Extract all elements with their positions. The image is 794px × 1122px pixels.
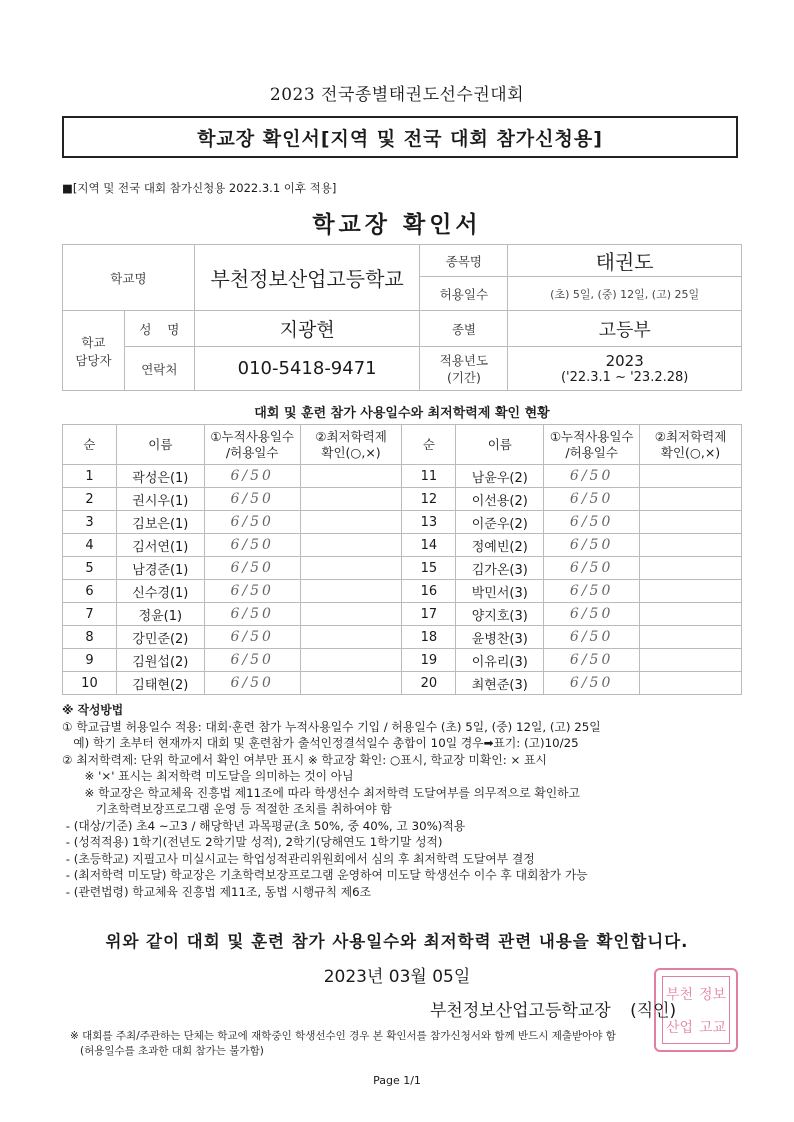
col-header-check: ②최저학력제 확인(○,×) [640,425,742,465]
row-number: 7 [63,603,117,626]
row-number: 6 [63,580,117,603]
used-days: 6/50 [544,649,640,672]
used-days: 6/50 [204,465,300,488]
min-academic-check [300,465,402,488]
footnote: (허용일수를 초과한 대회 참가는 불가함) [80,1045,264,1057]
student-name: 김서연(1) [116,534,204,557]
principal-signature [430,996,676,1021]
used-days: 6/50 [204,626,300,649]
notes [62,702,752,900]
used-days: 6/50 [204,603,300,626]
min-academic-check [300,580,402,603]
min-academic-check [640,626,742,649]
used-days: 6/50 [544,511,640,534]
student-name: 강민준(2) [116,626,204,649]
confirm-statement: 위와 같이 대회 및 훈련 참가 사용일수와 최저학력 관련 내용을 확인합니다. [105,932,689,951]
col-header-name: 이름 [116,425,204,465]
row-number: 18 [402,626,456,649]
allowed-days-value: (초) 5일, (중) 12일, (고) 25일 [508,277,742,311]
page-number: Page 1/1 [373,1074,421,1087]
manager-label: 학교 담당자 [63,311,125,391]
student-name: 김원섭(2) [116,649,204,672]
note-line: - (관련법령) 학교체육 진흥법 제11조, 동법 시행규칙 제6조 [62,884,372,899]
used-days: 6/50 [544,534,640,557]
used-days: 6/50 [544,580,640,603]
used-days: 6/50 [544,557,640,580]
row-number: 4 [63,534,117,557]
note-line: - (대상/기준) 초4 ~고3 / 해당학년 과목평균(초 50%, 중 40%, 고 30%)적용 [62,818,466,833]
student-name: 김보은(1) [116,511,204,534]
student-name: 박민서(3) [456,580,544,603]
note-line: ※ 학교장은 학교체육 진흥법 제11조에 따라 학생선수 최저학력 도달여부를 의무적으로 확인하고 [62,785,580,800]
contact-label: 연락처 [124,347,194,391]
note-line: ※ '×' 표시는 최저학력 미도달을 의미하는 것이 아님 [62,769,354,783]
used-days: 6/50 [204,672,300,695]
row-number: 20 [402,672,456,695]
seal-char: 고교 [698,1019,727,1036]
manager-name: 지광현 [194,311,420,347]
col-header-days: ①누적사용일수 /허용일수 [544,425,640,465]
row-number: 13 [402,511,456,534]
school-label: 학교명 [63,245,195,311]
table-row [63,603,742,626]
min-academic-check [640,580,742,603]
student-name: 윤병찬(3) [456,626,544,649]
note-line: - (성적적용) 1학기(전년도 2학기말 성적), 2학기(당해연도 1학기말 성적) [62,835,443,849]
sport-value: 태권도 [508,245,742,277]
table-row [63,626,742,649]
used-days: 6/50 [204,511,300,534]
used-days: 6/50 [204,649,300,672]
student-name: 권시우(1) [116,488,204,511]
student-name: 양지호(3) [456,603,544,626]
year-label: 적용년도 (기간) [420,347,508,391]
seal-char: 산업 [665,1019,694,1036]
student-name: 곽성은(1) [116,465,204,488]
student-name: 이유리(3) [456,649,544,672]
table-row [63,580,742,603]
used-days: 6/50 [204,557,300,580]
row-number: 14 [402,534,456,557]
seal-char: 부천 [665,986,694,1003]
row-number: 8 [63,626,117,649]
table-row [63,488,742,511]
row-number: 9 [63,649,117,672]
note-line: ① 학교급별 허용일수 적용: 대회·훈련 참가 누적사용일수 기입 / 허용일수 (초) 5일, (중) 12일, (고) 25일 [62,719,601,734]
student-name: 최현준(3) [456,672,544,695]
used-days: 6/50 [204,488,300,511]
col-header-days: ①누적사용일수 /허용일수 [204,425,300,465]
principal-name: 부천정보산업고등학교장 [430,1001,611,1021]
doc-title: 학교장 확인서 [312,212,482,238]
min-academic-check [640,672,742,695]
notice-text: ■[지역 및 전국 대회 참가신청용 2022.3.1 이후 적용] [62,181,337,195]
min-academic-check [640,465,742,488]
used-days: 6/50 [544,603,640,626]
student-name: 남윤우(2) [456,465,544,488]
section-title: 대회 및 훈련 참가 사용일수와 최저학력제 확인 현황 [254,406,550,421]
table-row [63,672,742,695]
min-academic-check [300,649,402,672]
col-header-check: ②최저학력제 확인(○,×) [300,425,402,465]
table-row [63,649,742,672]
min-academic-check [300,488,402,511]
note-line: 기초학력보장프로그램 운영 등 적절한 조치를 취하여야 함 [62,802,392,816]
student-name: 신수경(1) [116,580,204,603]
used-days: 6/50 [544,626,640,649]
row-number: 11 [402,465,456,488]
min-academic-check [640,649,742,672]
seal-char: 정보 [698,986,727,1003]
min-academic-check [640,603,742,626]
note-line: - (최저학력 미도달) 학교장은 기초학력보장프로그램 운영하여 미도달 학생선수 이수 후 대회참가 가능 [62,868,588,882]
year-cell [508,347,742,391]
used-days: 6/50 [544,465,640,488]
min-academic-check [300,626,402,649]
min-academic-check [300,557,402,580]
col-header-name: 이름 [456,425,544,465]
form-title: 학교장 확인서[지역 및 전국 대회 참가신청용] [62,116,738,158]
row-number: 12 [402,488,456,511]
seal-label: (직인) [630,1001,677,1021]
col-header-no: 순 [63,425,117,465]
min-academic-check [300,534,402,557]
row-number: 16 [402,580,456,603]
note-line: 예) 학기 초부터 현재까지 대회 및 훈련참가 출석인정결석일수 총합이 10일 경우➡표기: (고)10/25 [62,736,579,750]
year-value: 2023 [605,352,644,370]
student-name: 김태현(2) [116,672,204,695]
period-value: ('22.3.1 ~ '23.2.28) [560,370,689,385]
row-number: 3 [63,511,117,534]
category-value: 고등부 [508,311,742,347]
min-academic-check [300,511,402,534]
min-academic-check [640,534,742,557]
row-number: 17 [402,603,456,626]
note-line: - (초등학교) 지필고사 미실시교는 학업성적관리위원회에서 심의 후 최저학력 도달여부 결정 [62,851,535,866]
used-days: 6/50 [544,488,640,511]
issue-date: 2023년 03월 05일 [323,967,471,987]
participation-table [62,424,742,695]
table-row [63,557,742,580]
row-number: 2 [63,488,117,511]
note-line: ② 최저학력제: 단위 학교에서 확인 여부만 표시 ※ 학교장 확인: ○표시, 학교장 미확인: × 표시 [62,752,547,767]
used-days: 6/50 [204,580,300,603]
row-number: 19 [402,649,456,672]
min-academic-check [640,488,742,511]
min-academic-check [300,672,402,695]
contact-value: 010-5418-9471 [194,347,420,391]
table-row [63,465,742,488]
student-name: 정예빈(2) [456,534,544,557]
row-number: 1 [63,465,117,488]
row-number: 10 [63,672,117,695]
school-name: 부천정보산업고등학교 [194,245,420,311]
row-number: 15 [402,557,456,580]
used-days: 6/50 [204,534,300,557]
school-info-table [62,244,742,391]
student-name: 정윤(1) [116,603,204,626]
event-title: 2023 전국종별태권도선수권대회 [269,85,525,105]
row-number: 5 [63,557,117,580]
student-name: 이선용(2) [456,488,544,511]
footnote: ※ 대회를 주최/주관하는 단체는 학교에 재학중인 학생선수인 경우 본 확인서를 참가신청서와 함께 반드시 제출받아야 함 [70,1030,616,1042]
min-academic-check [640,511,742,534]
table-row [63,511,742,534]
sport-label: 종목명 [420,245,508,277]
student-name: 김가온(3) [456,557,544,580]
min-academic-check [300,603,402,626]
student-name: 이준우(2) [456,511,544,534]
name-label: 성 명 [124,311,194,347]
min-academic-check [640,557,742,580]
allowed-days-label: 허용일수 [420,277,508,311]
note-line: ※ 작성방법 [62,703,124,717]
table-row [63,534,742,557]
student-name: 남경준(1) [116,557,204,580]
used-days: 6/50 [544,672,640,695]
col-header-no: 순 [402,425,456,465]
category-label: 종별 [420,311,508,347]
